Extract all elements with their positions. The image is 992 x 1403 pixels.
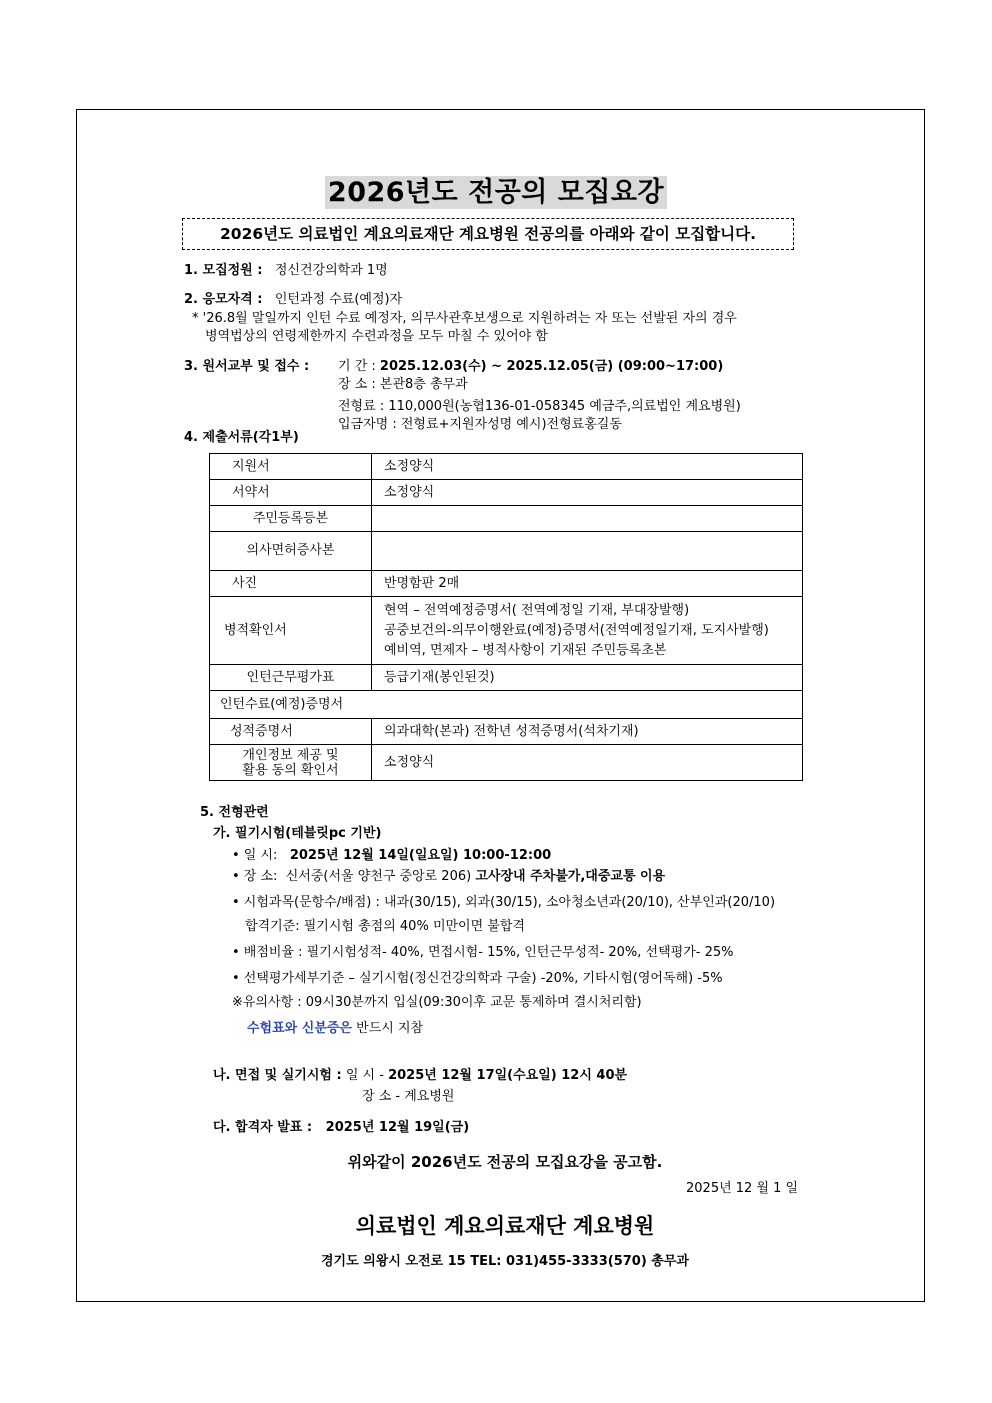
doc-value: 의과대학(본과) 전학년 성적증명서(석차기재)	[372, 719, 803, 745]
table-row	[210, 597, 803, 665]
doc-name: 성적증명서	[210, 719, 372, 745]
score-ratio: • 배점비율 : 필기시험성적- 40%, 면접시험- 15%, 인턴근무성적- 20%, 선택평가- 25%	[232, 945, 734, 960]
interview-date-label: 일 시 -	[345, 1068, 384, 1083]
doc-value	[372, 532, 803, 571]
doc-name: 사진	[210, 571, 372, 597]
place-label: 장 소 :	[338, 377, 376, 392]
table-row	[210, 454, 803, 480]
table-row	[210, 480, 803, 506]
application-period	[338, 357, 723, 376]
military-line-2: 공중보건의-의무이행완료(예정)증명서(전역예정일기재, 도지사발행)	[384, 622, 769, 638]
organization-address: 경기도 의왕시 오전로 15 TEL: 031)455-3333(570) 총무과	[321, 1254, 689, 1269]
screening-label: 5. 전형관련	[200, 805, 269, 820]
table-row	[210, 571, 803, 597]
quota-label: 1. 모집정원 :	[184, 263, 263, 278]
written-exam-label: 가. 필기시험(테블릿pc 기반)	[213, 826, 382, 841]
depositor-name: 입금자명 : 전형료+지원자성명 예시)전형료홍길동	[338, 417, 622, 432]
eligibility-label: 2. 응모자격 :	[184, 292, 263, 307]
place-value: 본관8층 총무과	[379, 377, 468, 392]
result-label: 다. 합격자 발표 :	[213, 1120, 313, 1135]
application-fee: 전형료 : 110,000원(농협136-01-058345 예금주,의료법인 계요병원)	[338, 399, 741, 414]
exam-date-value: 2025년 12월 14일(일요일) 10:00-12:00	[289, 848, 552, 863]
application-place	[338, 375, 468, 394]
doc-name: 인턴근무평가표	[210, 665, 372, 691]
application-label: 3. 원서교부 및 접수 :	[184, 359, 310, 374]
interview-place: 장 소 - 계요병원	[362, 1089, 455, 1104]
eligibility-note-1: * '26.8월 말일까지 인턴 수료 예정자, 의무사관후보생으로 지원하려는 자 또는 선발된 자의 경우	[192, 311, 737, 326]
interview-exam	[213, 1066, 627, 1085]
military-line-1: 현역 – 전역예정증명서( 전역예정일 기재, 부대장발행)	[384, 602, 690, 618]
period-label: 기 간 :	[338, 359, 376, 374]
table-row	[210, 665, 803, 691]
selection-criteria: • 선택평가세부기준 – 실기시험(정신건강의학과 구술) -20%, 기타시험(영어독해) -5%	[232, 971, 723, 986]
result-announcement	[213, 1118, 469, 1137]
announcement-subtitle: 2026년도 의료법인 계요의료재단 계요병원 전공의를 아래와 같이 모집합니다.	[182, 218, 794, 250]
table-row	[210, 532, 803, 571]
doc-name: 의사면허증사본	[210, 532, 372, 571]
doc-name: 인턴수료(예정)증명서	[210, 691, 803, 719]
exam-place-label: • 장 소:	[232, 869, 278, 884]
exam-date-label: • 일 시:	[232, 848, 278, 863]
closing-statement: 위와같이 2026년도 전공의 모집요강을 공고함.	[347, 1153, 663, 1171]
quota-value: 정신건강의학과 1명	[274, 263, 388, 278]
doc-value: 소정양식	[372, 745, 803, 781]
interview-label: 나. 면접 및 실기시험 :	[213, 1068, 342, 1083]
written-exam-date	[232, 846, 551, 865]
doc-value: 소정양식	[372, 454, 803, 480]
doc-name: 지원서	[210, 454, 372, 480]
doc-value	[372, 506, 803, 532]
table-row	[210, 719, 803, 745]
result-date: 2025년 12월 19일(금)	[325, 1120, 470, 1135]
announcement-date: 2025년 12 월 1 일	[686, 1181, 799, 1196]
documents-label: 4. 제출서류(각1부)	[184, 430, 299, 445]
section-eligibility	[184, 290, 402, 309]
documents-table	[209, 453, 803, 781]
doc-value	[372, 597, 803, 665]
doc-value: 소정양식	[372, 480, 803, 506]
doc-name	[210, 745, 372, 781]
table-row	[210, 745, 803, 781]
bring-items	[247, 1019, 423, 1038]
caution-note: ※유의사항 : 09시30분까지 입실(09:30이후 교문 통제하며 결시처리함)	[232, 995, 642, 1010]
pass-criteria: 합격기준: 필기시험 총점의 40% 미만이면 불합격	[245, 919, 525, 934]
page-title: 2026년도 전공의 모집요강	[0, 170, 992, 209]
written-exam-place	[232, 867, 665, 886]
doc-name: 서약서	[210, 480, 372, 506]
organization-name: 의료법인 계요의료재단 계요병원	[355, 1214, 655, 1238]
consent-name-line-1: 개인정보 제공 및	[242, 747, 339, 763]
doc-name: 주민등록등본	[210, 506, 372, 532]
doc-value: 등급기재(봉인된것)	[372, 665, 803, 691]
bring-items-emphasis: 수험표와 신분증은	[247, 1021, 352, 1036]
doc-name: 병적확인서	[210, 597, 372, 665]
exam-place-note: 고사장내 주차불가,대중교통 이용	[475, 869, 666, 884]
section-recruitment-quota	[184, 261, 388, 280]
table-row	[210, 691, 803, 719]
period-value: 2025.12.03(수) ~ 2025.12.05(금) (09:00~17:00)	[379, 359, 724, 374]
military-line-3: 예비역, 면제자 – 병적사항이 기재된 주민등록초본	[384, 642, 667, 658]
eligibility-value: 인턴과정 수료(예정)자	[274, 292, 403, 307]
exam-place-value: 신서중(서울 양천구 중앙로 206)	[285, 869, 472, 884]
consent-name-line-2: 활용 동의 확인서	[242, 762, 339, 778]
exam-subjects: • 시험과목(문항수/배점) : 내과(30/15), 외과(30/15), 소아청소년과(20/10), 산부인과(20/10)	[232, 895, 776, 910]
eligibility-note-2: 병역법상의 연령제한까지 수련과정을 모두 마칠 수 있어야 함	[205, 329, 548, 344]
doc-value: 반명함판 2매	[372, 571, 803, 597]
bring-items-rest: 반드시 지참	[356, 1021, 424, 1036]
interview-date-value: 2025년 12월 17일(수요일) 12시 40분	[388, 1068, 628, 1083]
table-row	[210, 506, 803, 532]
